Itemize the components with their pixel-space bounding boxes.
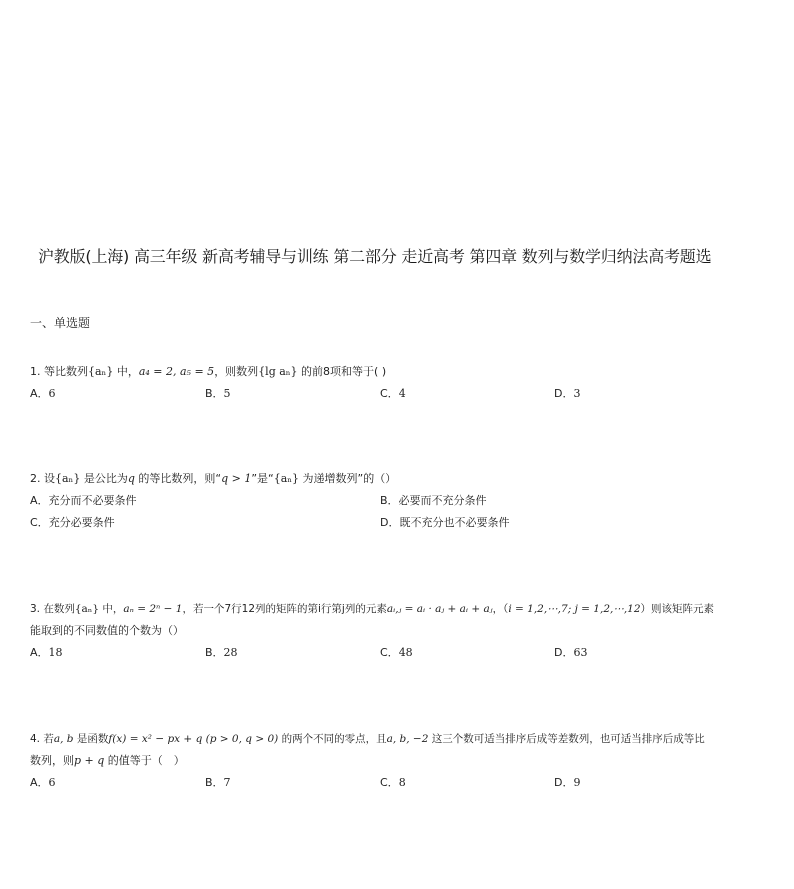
math-expression: p + q [74, 754, 105, 767]
option-letter: A． [30, 387, 49, 400]
math-expression: aᵢ,ⱼ = aᵢ · aⱼ + aᵢ + aⱼ [386, 603, 493, 615]
math-expression: {aₙ} [88, 365, 114, 378]
stem-text: 4. 若 [30, 733, 54, 745]
option-c[interactable] [380, 772, 406, 794]
option-letter: D． [554, 646, 574, 659]
question-stem [30, 598, 770, 620]
option-letter: B． [205, 776, 224, 789]
option-b[interactable] [205, 383, 231, 405]
question-stem [30, 361, 770, 383]
stem-text: 的两个不同的零点，且 [278, 733, 387, 745]
option-text: 充分必要条件 [48, 516, 115, 529]
options-row [30, 772, 770, 794]
option-text: 5 [223, 387, 231, 400]
stem-text: 2. 设 [30, 472, 55, 485]
stem-text: ，若一个7行12列的矩阵的第i行第j列的元素 [182, 603, 387, 615]
question-4 [30, 728, 770, 794]
question-stem [30, 468, 770, 490]
stem-text: 是函数 [73, 733, 109, 745]
stem-text: 中， [99, 603, 124, 615]
option-text: 18 [48, 646, 63, 659]
math-expression: aₙ = 2ⁿ − 1 [123, 603, 183, 615]
stem-text: 的前8项和等于( ) [297, 365, 387, 378]
option-text: 63 [573, 646, 588, 659]
question-1 [30, 361, 770, 405]
question-stem-continued: 能取到的不同数值的个数为（） [30, 624, 184, 637]
option-text: 既不充分也不必要条件 [399, 516, 510, 529]
stem-text: 为递增数列”的（） [299, 472, 397, 485]
stem-text: 3. 在数列 [30, 603, 75, 615]
option-letter: C． [380, 776, 399, 789]
stem-text: 的等比数列，则“ [134, 472, 222, 485]
option-a[interactable] [30, 642, 63, 664]
option-letter: B． [380, 494, 399, 507]
option-letter: C． [380, 646, 399, 659]
option-letter: A． [30, 494, 49, 507]
options-row [30, 490, 770, 512]
option-c[interactable] [380, 642, 413, 664]
option-b[interactable] [205, 642, 238, 664]
option-text: 充分而不必要条件 [48, 494, 137, 507]
option-letter: D． [380, 516, 400, 529]
stem-text: 数列，则 [30, 754, 74, 767]
math-expression: {aₙ} [273, 472, 300, 485]
options-row [30, 383, 770, 405]
math-expression: q > 1 [221, 472, 252, 485]
math-expression: {aₙ} [55, 472, 81, 485]
math-expression: q [127, 472, 135, 485]
option-letter: C． [380, 387, 399, 400]
option-text: 3 [573, 387, 581, 400]
option-letter: D． [554, 387, 574, 400]
option-text: 8 [398, 776, 406, 789]
math-expression: {lg aₙ} [258, 365, 298, 378]
stem-text: 1. 等比数列 [30, 365, 88, 378]
option-d[interactable] [554, 772, 580, 794]
option-d[interactable] [554, 383, 580, 405]
option-text: 9 [573, 776, 581, 789]
option-c[interactable] [380, 383, 406, 405]
option-text: 6 [48, 387, 56, 400]
question-3 [30, 598, 770, 664]
options-row [30, 512, 770, 534]
stem-text: ）则该矩阵元素 [640, 603, 715, 615]
math-expression: {aₙ} [74, 603, 100, 615]
math-expression: a, b [53, 733, 74, 745]
option-b[interactable] [380, 490, 487, 512]
options-row [30, 642, 770, 664]
stem-text: 中， [113, 365, 139, 378]
option-d[interactable] [554, 642, 587, 664]
option-a[interactable] [30, 490, 137, 512]
option-d[interactable] [380, 512, 509, 534]
stem-text: ，则数列 [214, 365, 259, 378]
math-expression: f(x) = x² − px + q (p > 0, q > 0) [108, 733, 279, 745]
option-text: 4 [398, 387, 406, 400]
option-letter: B． [205, 646, 224, 659]
option-letter: D． [554, 776, 574, 789]
math-expression: a, b, −2 [386, 733, 429, 745]
stem-text: ，（ [492, 603, 509, 615]
question-2 [30, 468, 770, 534]
section-title: 一、单选题 [30, 316, 91, 330]
stem-text: 是公比为 [80, 472, 128, 485]
option-a[interactable] [30, 772, 56, 794]
option-letter: C． [30, 516, 49, 529]
stem-text: 的值等于（ ） [104, 754, 185, 767]
option-letter: A． [30, 776, 49, 789]
option-letter: A． [30, 646, 49, 659]
document-title: 沪教版(上海) 高三年级 新高考辅导与训练 第二部分 走近高考 第四章 数列与数学归纳法高考题选 [38, 247, 712, 266]
stem-text: 这三个数可适当排序后成等差数列，也可适当排序后成等比 [428, 733, 705, 745]
option-text: 6 [48, 776, 56, 789]
question-stem-continued [30, 750, 770, 772]
math-expression: i = 1,2,⋯,7; j = 1,2,⋯,12 [508, 603, 641, 615]
option-text: 7 [223, 776, 231, 789]
question-stem [30, 728, 770, 750]
option-text: 必要而不充分条件 [398, 494, 487, 507]
option-c[interactable] [30, 512, 115, 534]
math-expression: a₄ = 2, a₅ = 5 [138, 365, 215, 378]
option-letter: B． [205, 387, 224, 400]
option-text: 48 [398, 646, 413, 659]
stem-text: ”是“ [251, 472, 274, 485]
option-b[interactable] [205, 772, 231, 794]
option-text: 28 [223, 646, 238, 659]
option-a[interactable] [30, 383, 56, 405]
